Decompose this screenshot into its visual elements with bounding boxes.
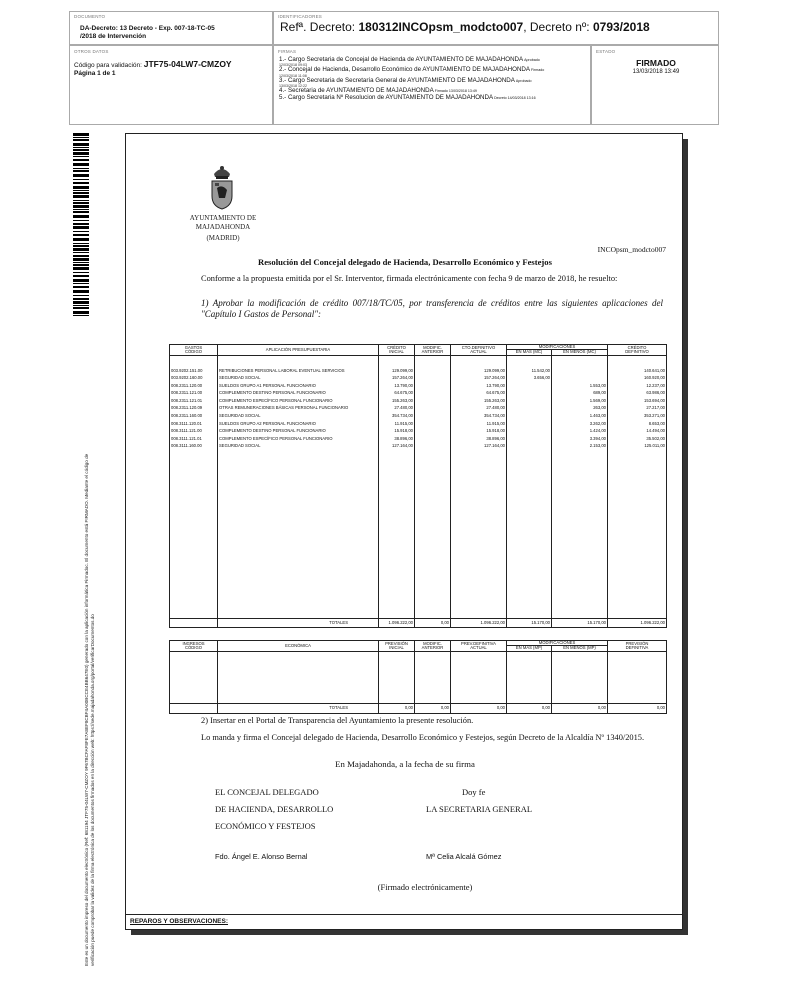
gastos-h-cd2: ACTUAL [470, 348, 487, 354]
firma-item: 3.- Cargo Secretaria de Secretaría General de AYUNTAMIENTO DE MAJADAHONDAAprobado [279, 76, 532, 84]
gastos-total-ci: 1.096.222,00 [379, 618, 415, 627]
firma-item: 1.- Cargo Secretaria de Concejal de Hacienda de AYUNTAMIENTO DE MAJADAHONDAAprobado [279, 56, 540, 63]
ingresos-h-mas: EN MÁS (MP) [507, 646, 552, 651]
gastos-cell-ma [415, 428, 451, 436]
gastos-cell-name: OTRAS REMUNERACIONES BÁSICAS PERSONAL FUNCIONARIO [218, 405, 379, 413]
gastos-totals-row [170, 618, 667, 627]
gastos-cell-cd: 157.264,00 [451, 375, 507, 383]
ingresos-h-menos: EN MENOS (MP) [552, 646, 608, 651]
gastos-cell-def: 35.502,00 [608, 435, 667, 443]
ingresos-h-ma1: MODIFIC. [423, 640, 442, 646]
gastos-cell-menos: 1.424,00 [552, 428, 608, 436]
ingresos-total-label: TOTALES [218, 703, 379, 713]
ingresos-total-mas: 0,00 [507, 703, 552, 713]
gastos-cell-def: 27.217,00 [608, 405, 667, 413]
sig-right1: Doy fe [462, 787, 486, 797]
gastos-h-g2: CÓDIGO [185, 348, 202, 354]
gastos-cell-name: COMPLEMENTO ESPECÍFICO PERSONAL FUNCIONARIO [218, 435, 379, 443]
gastos-h-cd1: CTO.DEFINITIVO [461, 344, 496, 350]
gastos-h-mas: EN MÁS (MC) [507, 350, 552, 355]
gastos-total-menos: 15.170,00 [552, 618, 608, 627]
gastos-cell-code: 008.2311.121.01 [170, 397, 218, 405]
gastos-cell-menos: 689,00 [552, 390, 608, 398]
gastos-total-ma: 0,00 [415, 618, 451, 627]
gastos-cell-def: 140.641,00 [608, 367, 667, 375]
gastos-cell-cd: 129.099,00 [451, 367, 507, 375]
header-firmas-box [273, 45, 591, 125]
gastos-cell-ci: 155.263,00 [379, 397, 415, 405]
gastos-cell-menos: 1.569,00 [552, 397, 608, 405]
gastos-cell-ci: 38.896,00 [379, 435, 415, 443]
gastos-cell-menos: 3.394,00 [552, 435, 608, 443]
gastos-table [169, 344, 667, 628]
gastos-cell-ci: 13.790,00 [379, 382, 415, 390]
table-row [170, 435, 667, 443]
ref-decreto: Refª. Decreto: 180312INCOpsm_modcto007, Decreto nº: 0793/2018 [280, 20, 650, 34]
gastos-h-g1: GASTOS [184, 344, 203, 350]
gastos-cell-ma [415, 375, 451, 383]
doc-title: Resolución del Concejal delegado de Hacienda, Desarrollo Económico y Festejos [258, 257, 552, 267]
gastos-cell-name: SUELDOS GRUPO A1 PERSONAL FUNCIONARIO [218, 382, 379, 390]
gastos-cell-ci: 15.918,00 [379, 428, 415, 436]
gastos-total-mas: 15.170,00 [507, 618, 552, 627]
firmas-list [279, 57, 589, 101]
gastos-cell-ci: 64.675,00 [379, 390, 415, 398]
table-row [170, 390, 667, 398]
table-row [170, 382, 667, 390]
document-shadow-bottom [131, 930, 688, 935]
gastos-cell-def: 12.237,00 [608, 382, 667, 390]
gastos-cell-name: SUELDOS GRUPO A2 PERSONAL FUNCIONARIO [218, 420, 379, 428]
gastos-h-menos: EN MENOS (MC) [552, 350, 608, 355]
gastos-cell-cd: 13.790,00 [451, 382, 507, 390]
reparos-divider [125, 914, 683, 915]
ingresos-h-pr1: PREVISIÓN [625, 640, 649, 646]
gastos-cell-name: SEGURIDAD SOCIAL [218, 443, 379, 451]
ingresos-h-pi2: INICIAL [389, 644, 404, 650]
ingresos-totals-row [170, 703, 667, 713]
doc-item1: 1) Aprobar la modificación de crédito 007/18/TC/05, por transferencia de créditos entre las siguientes aplicaciones del "Capítulo I Gastos de Personal": [201, 298, 663, 319]
gastos-cell-cd: 15.918,00 [451, 428, 507, 436]
name-right: Mª Celia Alcalá Gómez [426, 852, 502, 861]
gastos-total-label: TOTALES [218, 618, 379, 627]
table-row [170, 397, 667, 405]
gastos-cell-ma [415, 397, 451, 405]
codigo-validacion: Código para validación: JTF75-04LW7-CMZOY [74, 59, 232, 69]
ingresos-total-menos: 0,00 [552, 703, 608, 713]
gastos-cell-ma [415, 405, 451, 413]
firmado-electronicamente: (Firmado electrónicamente) [377, 882, 473, 892]
table-row [170, 443, 667, 451]
gastos-cell-ma [415, 420, 451, 428]
documento-line1: DA-Decreto: 13 Decreto - Exp. 007-18-TC-05 [80, 25, 215, 32]
sig-right2: LA SECRETARIA GENERAL [426, 804, 533, 814]
ingresos-h-mod: MODIFICACIONES [507, 641, 608, 646]
gastos-cell-cd: 27.480,00 [451, 405, 507, 413]
gastos-cell-code: 008.3111.160.00 [170, 443, 218, 451]
ingresos-h-pr2: DEFINITIVA [625, 644, 649, 650]
gastos-h-ma2: ANTERIOR [421, 348, 444, 354]
gastos-cell-name: RETRIBUCIONES PERSONAL LABORAL EVENTUAL SERVICIOS [218, 367, 379, 375]
gastos-cell-ci: 127.164,00 [379, 443, 415, 451]
gastos-cell-def: 125.011,00 [608, 443, 667, 451]
letterhead-line2: MAJADAHONDA [195, 222, 251, 231]
coat-of-arms-icon [209, 164, 235, 210]
gastos-cell-code: 008.2311.120.09 [170, 405, 218, 413]
gastos-cell-menos: 1.463,00 [552, 413, 608, 421]
ingresos-h-ma2: ANTERIOR [421, 644, 444, 650]
gastos-cell-def: 63.986,00 [608, 390, 667, 398]
ingresos-total-def: 0,00 [608, 703, 667, 713]
header-ident-box [273, 11, 719, 45]
table-row [170, 420, 667, 428]
sig-left1: EL CONCEJAL DELEGADO [215, 787, 319, 797]
document-shadow-right [683, 139, 688, 935]
gastos-cell-def: 14.494,00 [608, 428, 667, 436]
gastos-cell-ci: 27.480,00 [379, 405, 415, 413]
gastos-cell-code: 008.3111.121.01 [170, 435, 218, 443]
table-row [170, 413, 667, 421]
documento-label: DOCUMENTO [74, 14, 106, 19]
gastos-cell-mas [507, 397, 552, 405]
doc-place: En Majadahonda, a la fecha de su firma [335, 759, 475, 769]
ingresos-total-pi: 0,00 [379, 703, 415, 713]
gastos-cell-mas [507, 382, 552, 390]
otros-label: OTROS DATOS [74, 49, 109, 54]
gastos-cell-mas [507, 428, 552, 436]
gastos-cell-name: COMPLEMENTO ESPECÍFICO PERSONAL FUNCIONARIO [218, 397, 379, 405]
doc-para2: Lo manda y firma el Concejal delegado de Hacienda, Desarrollo Económico y Festejos, según Decreto de la Alcaldía Nº 1340/2015. [201, 733, 645, 742]
header-otros-box [69, 45, 273, 125]
gastos-cell-code: 008.3111.121.00 [170, 428, 218, 436]
pagina: Página 1 de 1 [74, 70, 116, 77]
doc-item2: 2) Insertar en el Portal de Transparencia del Ayuntamiento la presente resolución. [201, 716, 474, 725]
barcode [73, 133, 89, 316]
gastos-total-def: 1.096.222,00 [608, 618, 667, 627]
documento-line2: /2018 de Intervención [80, 32, 147, 40]
gastos-cell-name: COMPLEMENTO DESTINO PERSONAL FUNCIONARIO [218, 428, 379, 436]
gastos-h-ci1: CRÉDITO [387, 344, 406, 350]
gastos-cell-mas [507, 435, 552, 443]
gastos-cell-mas [507, 420, 552, 428]
name-left: Fdo. Ángel E. Alonso Bernal [215, 852, 308, 861]
gastos-cell-code: 008.3111.120.01 [170, 420, 218, 428]
gastos-cell-mas [507, 413, 552, 421]
gastos-cell-name: SEGURIDAD SOCIAL [218, 375, 379, 383]
gastos-cell-name: COMPLEMENTO DESTINO PERSONAL FUNCIONARIO [218, 390, 379, 398]
gastos-cell-ci: 354.734,00 [379, 413, 415, 421]
gastos-cell-cd: 155.263,00 [451, 397, 507, 405]
gastos-cell-cd: 38.896,00 [451, 435, 507, 443]
header-documento-box [69, 11, 273, 45]
firma-item: 4.- Secretaria de AYUNTAMIENTO DE MAJADAHONDAFirmado 13/03/2018 13:49 [279, 87, 477, 95]
gastos-cell-ci: 129.099,00 [379, 367, 415, 375]
gastos-cell-menos [552, 375, 608, 383]
gastos-cell-code: 008.2311.160.00 [170, 413, 218, 421]
ingresos-table [169, 640, 667, 714]
gastos-cell-ma [415, 443, 451, 451]
ingresos-h-i2: CÓDIGO [185, 644, 202, 650]
estado-value: FIRMADO [636, 58, 676, 68]
table-row [170, 375, 667, 383]
gastos-cell-cd: 127.164,00 [451, 443, 507, 451]
ingresos-h-pd1: PREV.DEFINITIVA [461, 640, 496, 646]
firma-date: 13/03/2018 12:22 [279, 84, 307, 89]
gastos-cell-name: SEGURIDAD SOCIAL [218, 413, 379, 421]
reparos-label: REPAROS Y OBSERVACIONES: [130, 918, 229, 925]
gastos-h-ma1: MODIFIC. [423, 344, 442, 350]
gastos-h-cr2: DEFINITIVO [625, 348, 649, 354]
gastos-cell-ci: 11.915,00 [379, 420, 415, 428]
firma-date: 12/03/2018 09:03 [279, 63, 307, 68]
estado-label: ESTADO [596, 49, 616, 54]
letterhead-line3: (MADRID) [206, 234, 240, 242]
gastos-h-mod: MODIFICACIONES [507, 345, 608, 350]
gastos-cell-code: 008.2311.121.00 [170, 390, 218, 398]
gastos-h-cr1: CRÉDITO [627, 344, 647, 350]
firma-item: 5.- Cargo Secretaria Nº Resolucion de AYUNTAMIENTO DE MAJADAHONDADecreto 14/03/2018 13:16 [279, 93, 536, 101]
sig-left3: ECONÓMICO Y FESTEJOS [215, 821, 316, 831]
gastos-cell-def: 153.694,00 [608, 397, 667, 405]
gastos-cell-ma [415, 413, 451, 421]
gastos-cell-def: 353.271,00 [608, 413, 667, 421]
gastos-cell-ma [415, 382, 451, 390]
table-row [170, 367, 667, 375]
gastos-cell-mas [507, 405, 552, 413]
gastos-cell-ma [415, 435, 451, 443]
gastos-cell-mas: 11.542,00 [507, 367, 552, 375]
gastos-cell-code: 003.9202.160.00 [170, 375, 218, 383]
ident-label: IDENTIFICADORES [278, 14, 323, 19]
doc-para1: Conforme a la propuesta emitida por el Sr. Interventor, firmada electrónicamente con fecha 9 de marzo de 2018, he resuelto: [201, 274, 618, 283]
ingresos-total-ma: 0,00 [415, 703, 451, 713]
gastos-cell-cd: 64.675,00 [451, 390, 507, 398]
gastos-total-cd: 1.096.222,00 [451, 618, 507, 627]
gastos-cell-ma [415, 367, 451, 375]
table-row [170, 405, 667, 413]
gastos-cell-mas: 3.656,00 [507, 375, 552, 383]
gastos-cell-def: 8.653,00 [608, 420, 667, 428]
letterhead-line1: AYUNTAMIENTO DE [189, 214, 257, 222]
sig-left2: DE HACIENDA, DESARROLLO [215, 804, 334, 814]
gastos-cell-menos [552, 367, 608, 375]
gastos-cell-code: 008.2311.120.00 [170, 382, 218, 390]
gastos-cell-menos: 3.262,00 [552, 420, 608, 428]
firma-date: 12/03/2018 11:08 [279, 73, 307, 78]
gastos-cell-cd: 354.734,00 [451, 413, 507, 421]
gastos-cell-ma [415, 390, 451, 398]
firma-item: 2.- Concejal de Hacienda, Desarrollo Económico de AYUNTAMIENTO DE MAJADAHONDAFirmado [279, 66, 545, 74]
table-row [170, 428, 667, 436]
gastos-cell-menos: 263,00 [552, 405, 608, 413]
gastos-cell-mas [507, 390, 552, 398]
gastos-cell-menos: 2.153,00 [552, 443, 608, 451]
ingresos-h-pi1: PREVISIÓN [385, 640, 408, 646]
gastos-cell-code: 003.9202.151.00 [170, 367, 218, 375]
gastos-cell-cd: 11.915,00 [451, 420, 507, 428]
gastos-h-aplic: APLICACIÓN PRESUPUESTARIA [218, 345, 379, 356]
gastos-h-ci2: INICIAL [389, 348, 404, 354]
ingresos-h-econ: ECONÓMICA [218, 641, 379, 652]
gastos-cell-def: 160.920,00 [608, 375, 667, 383]
side-verification-text: Este es un documento impreso del documento electrónico (Ref: 681194 JTF75-04LW7-CMZOY 9F67BCFAF8FE7A8EF8CBF4A00BCCE4BB647E0) generado con la aplicación informática Firmadoc. El documento está FIRMADO. Mediante el código de verificación puede comprobar la validez de la firma electrónica de los documentos firmados en la dirección web: https://sede.majadahonda.org/portal/verificarDocumentos.do [84, 453, 95, 966]
ingresos-h-i1: INGRESOS [182, 640, 205, 646]
header-estado-box [591, 45, 719, 125]
doc-ref-right: INCOpsm_modcto007 [597, 245, 666, 254]
gastos-cell-ci: 157.264,00 [379, 375, 415, 383]
ingresos-total-pd: 0,00 [451, 703, 507, 713]
firmas-label: FIRMAS [278, 49, 297, 54]
gastos-cell-mas [507, 443, 552, 451]
ingresos-h-pd2: ACTUAL [470, 644, 487, 650]
gastos-cell-menos: 1.553,00 [552, 382, 608, 390]
estado-date: 13/03/2018 13:49 [632, 69, 680, 75]
